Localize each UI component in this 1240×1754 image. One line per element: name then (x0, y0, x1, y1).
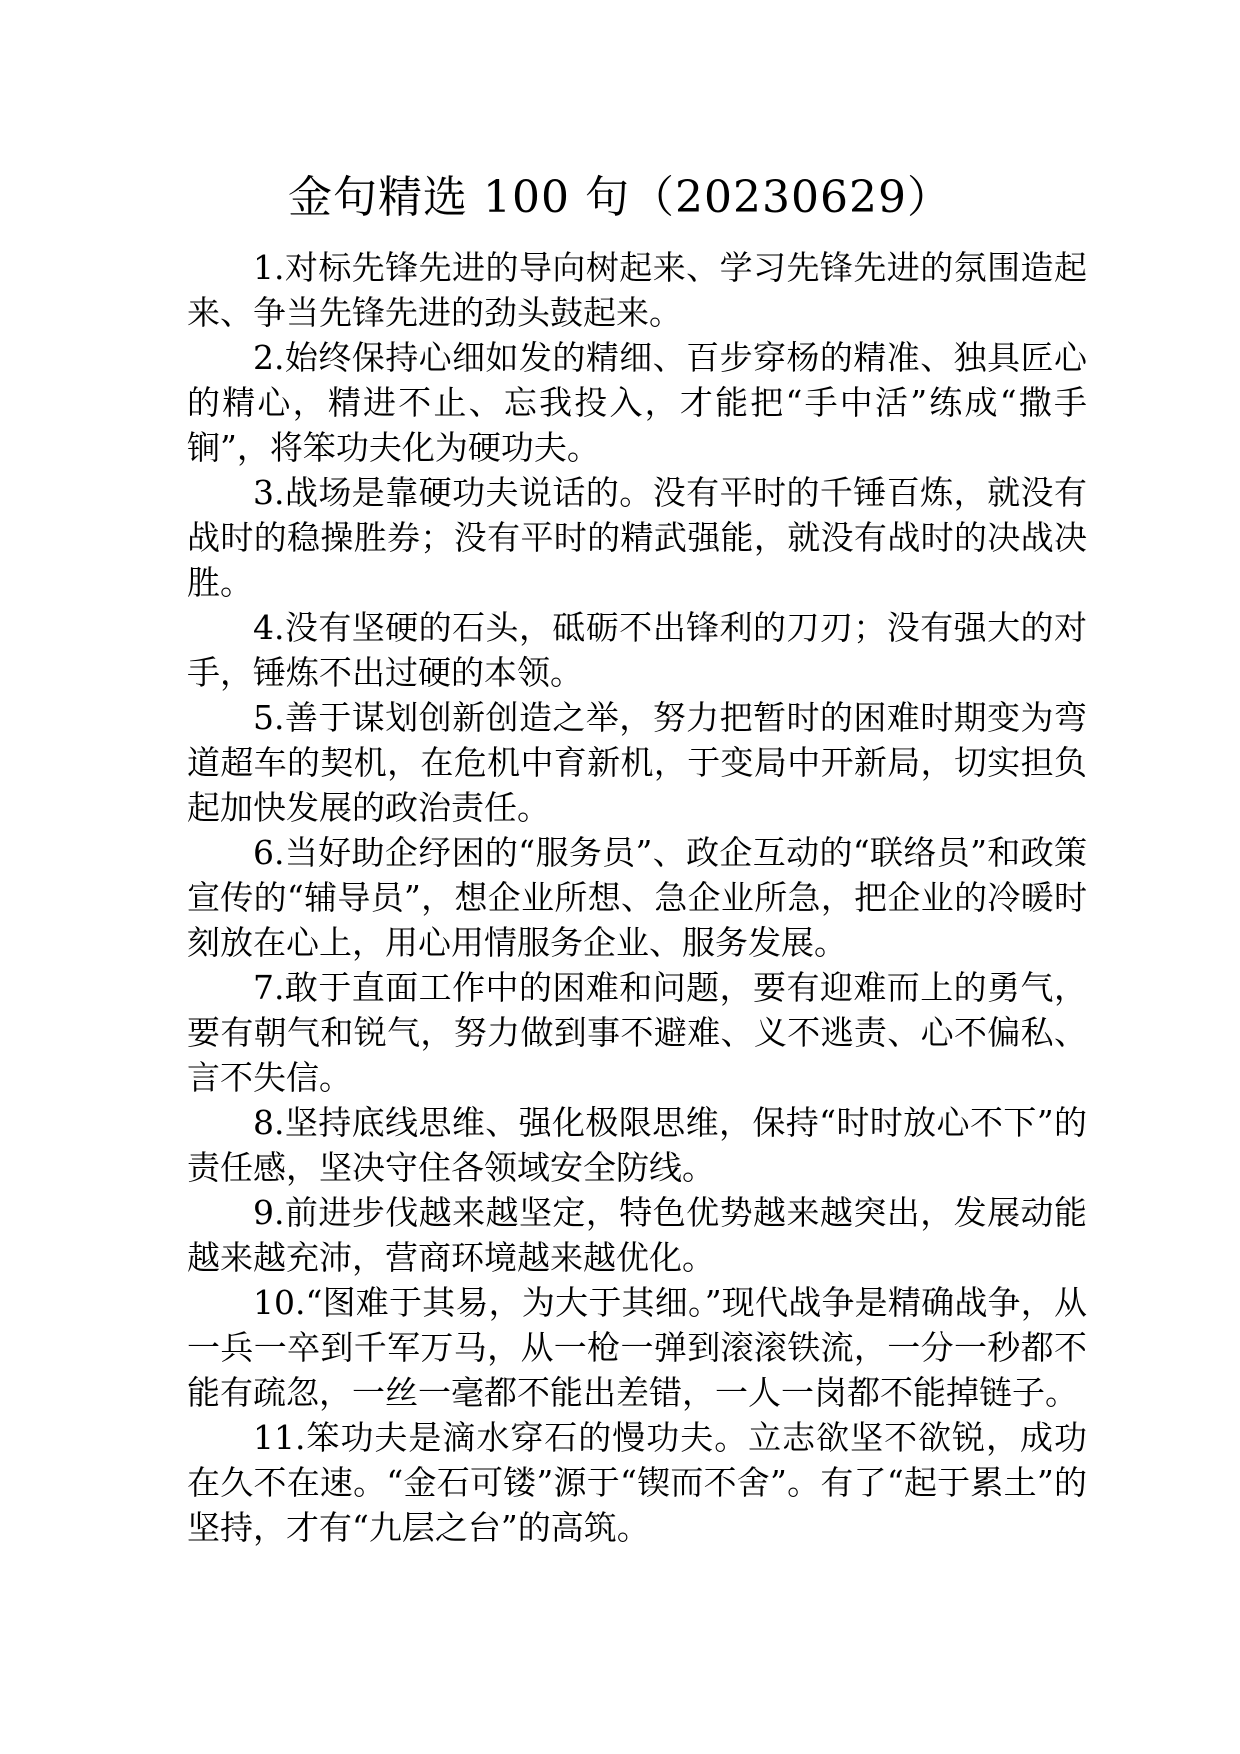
document-title: 金句精选 100 句（20230629） (288, 172, 952, 223)
paragraph-5: 5.善于谋划创新创造之举，努力把暂时的困难时期变为弯道超车的契机，在危机中育新机，于变局中开新局，切实担负起加快发展的政治责任。 (187, 698, 1087, 827)
paragraph-6: 6.当好助企纾困的“服务员”、政企互动的“联络员”和政策宣传的“辅导员”，想企业所想、急企业所急，把企业的冷暖时刻放在心上，用心用情服务企业、服务发展。 (187, 833, 1087, 962)
paragraph-9: 9.前进步伐越来越坚定，特色优势越来越突出，发展动能越来越充沛，营商环境越来越优化。 (187, 1193, 1087, 1277)
paragraph-11: 11.笨功夫是滴水穿石的慢功夫。立志欲坚不欲锐，成功在久不在速。“金石可镂”源于“锲而不舍”。有了“起于累土”的坚持，才有“九层之台”的高筑。 (187, 1418, 1087, 1547)
paragraph-8: 8.坚持底线思维、强化极限思维，保持“时时放心不下”的责任感，坚决守住各领域安全防线。 (187, 1103, 1087, 1187)
paragraph-1: 1.对标先锋先进的导向树起来、学习先锋先进的氛围造起来、争当先锋先进的劲头鼓起来。 (187, 248, 1087, 332)
document-body (187, 245, 1087, 1550)
paragraph-4: 4.没有坚硬的石头，砥砺不出锋利的刀刃；没有强大的对手，锤炼不出过硬的本领。 (187, 608, 1087, 692)
paragraph-3: 3.战场是靠硬功夫说话的。没有平时的千锤百炼，就没有战时的稳操胜券；没有平时的精武强能，就没有战时的决战决胜。 (187, 473, 1087, 602)
paragraph-10: 10.“图难于其易，为大于其细。”现代战争是精确战争，从一兵一卒到千军万马，从一枪一弹到滚滚铁流，一分一秒都不能有疏忽，一丝一毫都不能出差错，一人一岗都不能掉链子。 (187, 1283, 1087, 1412)
paragraph-2: 2.始终保持心细如发的精细、百步穿杨的精准、独具匠心的精心，精进不止、忘我投入，才能把“手中活”练成“撒手锏”，将笨功夫化为硬功夫。 (187, 338, 1087, 467)
paragraph-7: 7.敢于直面工作中的困难和问题，要有迎难而上的勇气，要有朝气和锐气，努力做到事不避难、义不逃责、心不偏私、言不失信。 (187, 968, 1087, 1097)
